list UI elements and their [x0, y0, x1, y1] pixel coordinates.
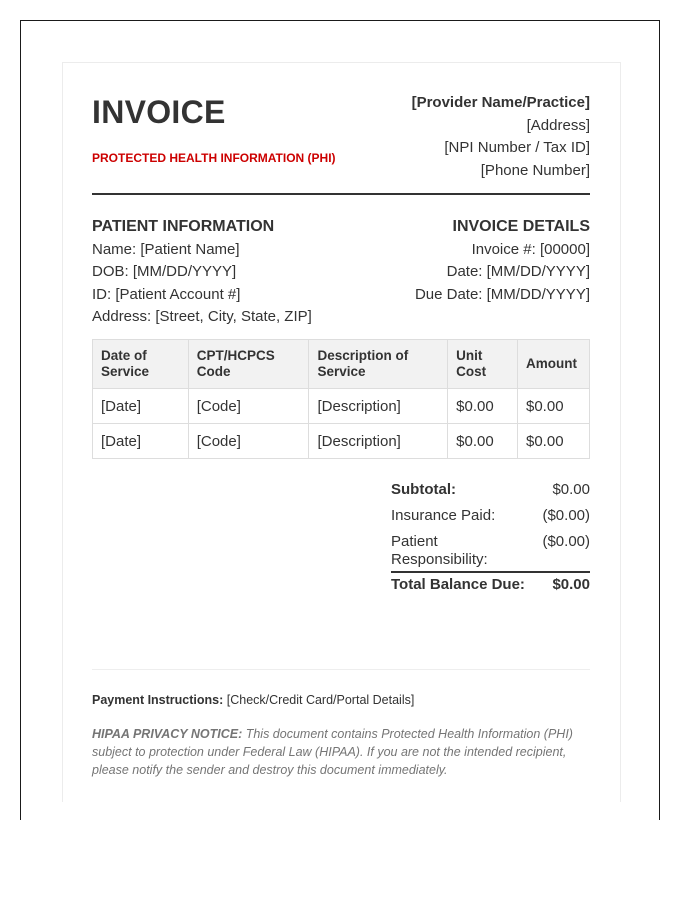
cell-date: [Date] [93, 424, 189, 459]
header-description: Description of Service [309, 340, 448, 389]
responsibility-label: Patient Responsibility: [391, 533, 488, 568]
hipaa-notice [92, 725, 590, 779]
hipaa-text: This document contains Protected Health Information (PHI) subject to protection under Federal Law (HIPAA). If you are not the intended recipient, please notify the sender and destroy this document immediately. [92, 727, 573, 777]
invoice-date: Date: [MM/DD/YYYY] [446, 263, 590, 280]
cell-unit-cost: $0.00 [448, 424, 518, 459]
header-unit-cost: Unit Cost [448, 340, 518, 389]
payment-instructions [92, 693, 414, 707]
balance-label: Total Balance Due: [391, 576, 525, 593]
invoice-content [92, 92, 590, 596]
balance-value: $0.00 [552, 576, 590, 593]
services-table [92, 339, 590, 459]
patient-name: Name: [Patient Name] [92, 240, 240, 258]
insurance-row [391, 507, 590, 533]
responsibility-value: ($0.00) [542, 533, 590, 550]
patient-info-heading: PATIENT INFORMATION [92, 218, 275, 235]
cell-amount: $0.00 [518, 424, 590, 459]
invoice-due-date: Due Date: [MM/DD/YYYY] [414, 285, 590, 303]
insurance-label: Insurance Paid: [391, 507, 496, 524]
patient-dob: DOB: [MM/DD/YYYY] [92, 263, 237, 280]
invoice-number: Invoice #: [00000] [471, 240, 590, 258]
invoice-details-heading: INVOICE DETAILS [452, 218, 590, 235]
footer-divider [92, 669, 590, 670]
table-row [93, 424, 590, 459]
provider-block [412, 92, 590, 182]
responsibility-row [391, 533, 590, 571]
invoice-header [92, 92, 590, 195]
cell-unit-cost: $0.00 [448, 389, 518, 424]
provider-name: [Provider Name/Practice] [411, 94, 590, 111]
provider-npi: [NPI Number / Tax ID] [444, 139, 590, 156]
totals-block [391, 481, 590, 596]
subtotal-row [391, 481, 590, 507]
table-header-row [93, 340, 590, 389]
cell-code: [Code] [188, 424, 309, 459]
payment-text: [Check/Credit Card/Portal Details] [223, 693, 415, 707]
hipaa-label: HIPAA PRIVACY NOTICE: [92, 727, 243, 741]
phi-label: PROTECTED HEALTH INFORMATION (PHI) [92, 151, 336, 165]
subtotal-value: $0.00 [552, 481, 590, 498]
header-code: CPT/HCPCS Code [188, 340, 309, 389]
patient-info-block [92, 216, 312, 329]
subtotal-label: Subtotal: [391, 481, 456, 498]
cell-description: [Description] [309, 424, 448, 459]
patient-id: ID: [Patient Account #] [92, 285, 241, 303]
cell-code: [Code] [188, 389, 309, 424]
cell-date: [Date] [93, 389, 189, 424]
invoice-details-block [415, 216, 590, 306]
invoice-title: INVOICE [92, 94, 226, 130]
header-amount: Amount [518, 340, 590, 389]
cell-description: [Description] [309, 389, 448, 424]
provider-address: [Address] [526, 116, 590, 134]
header-date-of-service: Date of Service [93, 340, 189, 389]
payment-label: Payment Instructions: [92, 693, 224, 707]
insurance-value: ($0.00) [542, 507, 590, 524]
balance-row [391, 571, 590, 596]
patient-address: Address: [Street, City, State, ZIP] [92, 308, 312, 325]
cell-amount: $0.00 [518, 389, 590, 424]
provider-phone: [Phone Number] [480, 161, 590, 179]
table-row [93, 389, 590, 424]
info-row [92, 195, 590, 339]
